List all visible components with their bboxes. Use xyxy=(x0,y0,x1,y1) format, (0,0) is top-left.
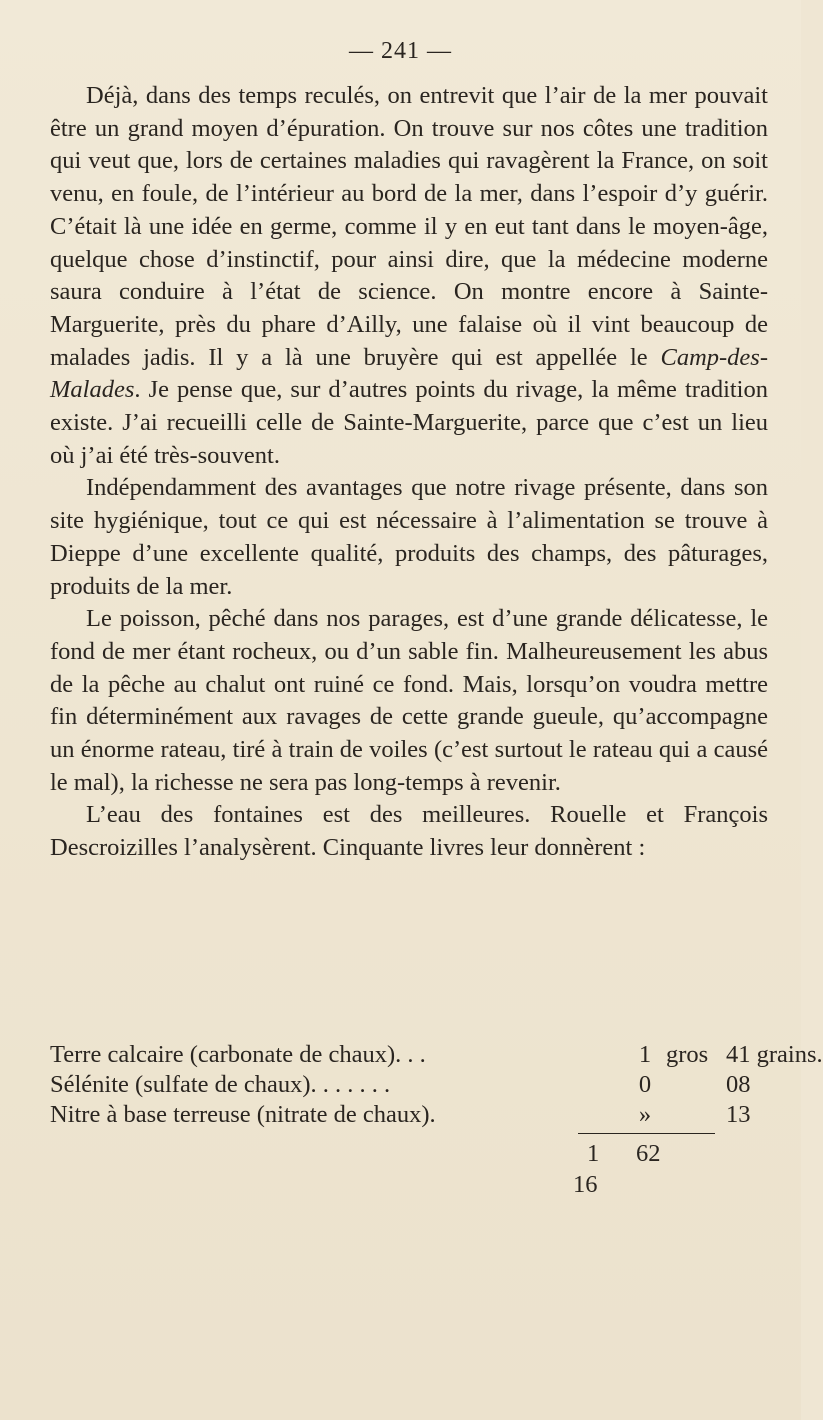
analysis-grains: 13 xyxy=(726,1101,751,1128)
analysis-row xyxy=(50,1100,768,1130)
signature-mark: 16 xyxy=(573,1171,598,1198)
analysis-gros: » xyxy=(638,1101,652,1128)
paragraph-fish: Le poisson, pêché dans nos parages, est d’une grande délicatesse, le fond de mer étant rocheux, ou d’un sable fin. Malheureusement les abus de la pêche au chalut ont ruiné ce fond. Mais, lorsqu’on voudra mettre fin déterminément aux ravages de cette grande gueule, qu’accompagne un énorme rateau, tiré à train de voiles (c’est surtout le rateau qui a causé le mal), la richesse ne sera pas long-temps à revenir. xyxy=(50,605,768,796)
total-divider xyxy=(578,1133,715,1134)
water-analysis-table xyxy=(50,1040,823,1130)
analysis-gros-unit: gros xyxy=(666,1041,709,1068)
analysis-row xyxy=(50,1070,768,1100)
paragraph-sea-air xyxy=(50,80,768,472)
paragraph-food: Indépendamment des avantages que notre rivage présente, dans son site hygiénique, tout ce qui est nécessaire à l’alimentation se trouve à Dieppe d’une excellente qualité, produits des champs, des pâturages, produits de la mer. xyxy=(50,474,768,600)
paragraph-text-tail: . Je pense que, sur d’autres points du rivage, la même tradition existe. J’ai recueilli celle de Sainte-Marguerite, parce que c’est un lieu où j’ai été très-souvent. xyxy=(50,376,768,469)
analysis-grains: 08 xyxy=(726,1071,751,1098)
italic-place-name: Camp-des-Malades xyxy=(50,343,768,404)
body-text xyxy=(50,80,768,865)
page-number: — 241 — xyxy=(349,38,452,64)
total-gros: 1 xyxy=(587,1140,600,1167)
analysis-label: Terre calcaire (carbonate de chaux). . . xyxy=(50,1041,426,1068)
paragraph-water: L’eau des fontaines est des meilleures. Rouelle et François Descroizilles l’analysèrent. Cinquante livres leur donnèrent : xyxy=(50,801,768,862)
analysis-grains: 41 grains. xyxy=(726,1041,823,1068)
analysis-gros: 1 xyxy=(638,1041,652,1068)
analysis-label: Sélénite (sulfate de chaux). . . . . . . xyxy=(50,1071,391,1098)
analysis-row xyxy=(50,1040,823,1070)
analysis-gros: 0 xyxy=(638,1071,652,1098)
analysis-label: Nitre à base terreuse (nitrate de chaux). xyxy=(50,1101,436,1128)
paragraph-text: Déjà, dans des temps reculés, on entrevit que l’air de la mer pouvait être un grand moyen d’épuration. On trouve sur nos côtes une tradition qui veut que, lors de certaines maladies qui ravagèrent la France, on soit venu, en foule, de l’intérieur au bord de la mer, dans l’espoir d’y guérir. C’était là une idée en germe, comme il y en eut tant dans le moyen-âge, quelque chose d’instinctif, pour ainsi dire, que la médecine moderne saura conduire à l’état de science. On montre encore à Sainte-Marguerite, près du phare d’Ailly, une falaise où il vint beaucoup de malades jadis. Il y a là une bruyère qui est appellée le xyxy=(50,82,768,371)
total-grains: 62 xyxy=(636,1140,661,1167)
